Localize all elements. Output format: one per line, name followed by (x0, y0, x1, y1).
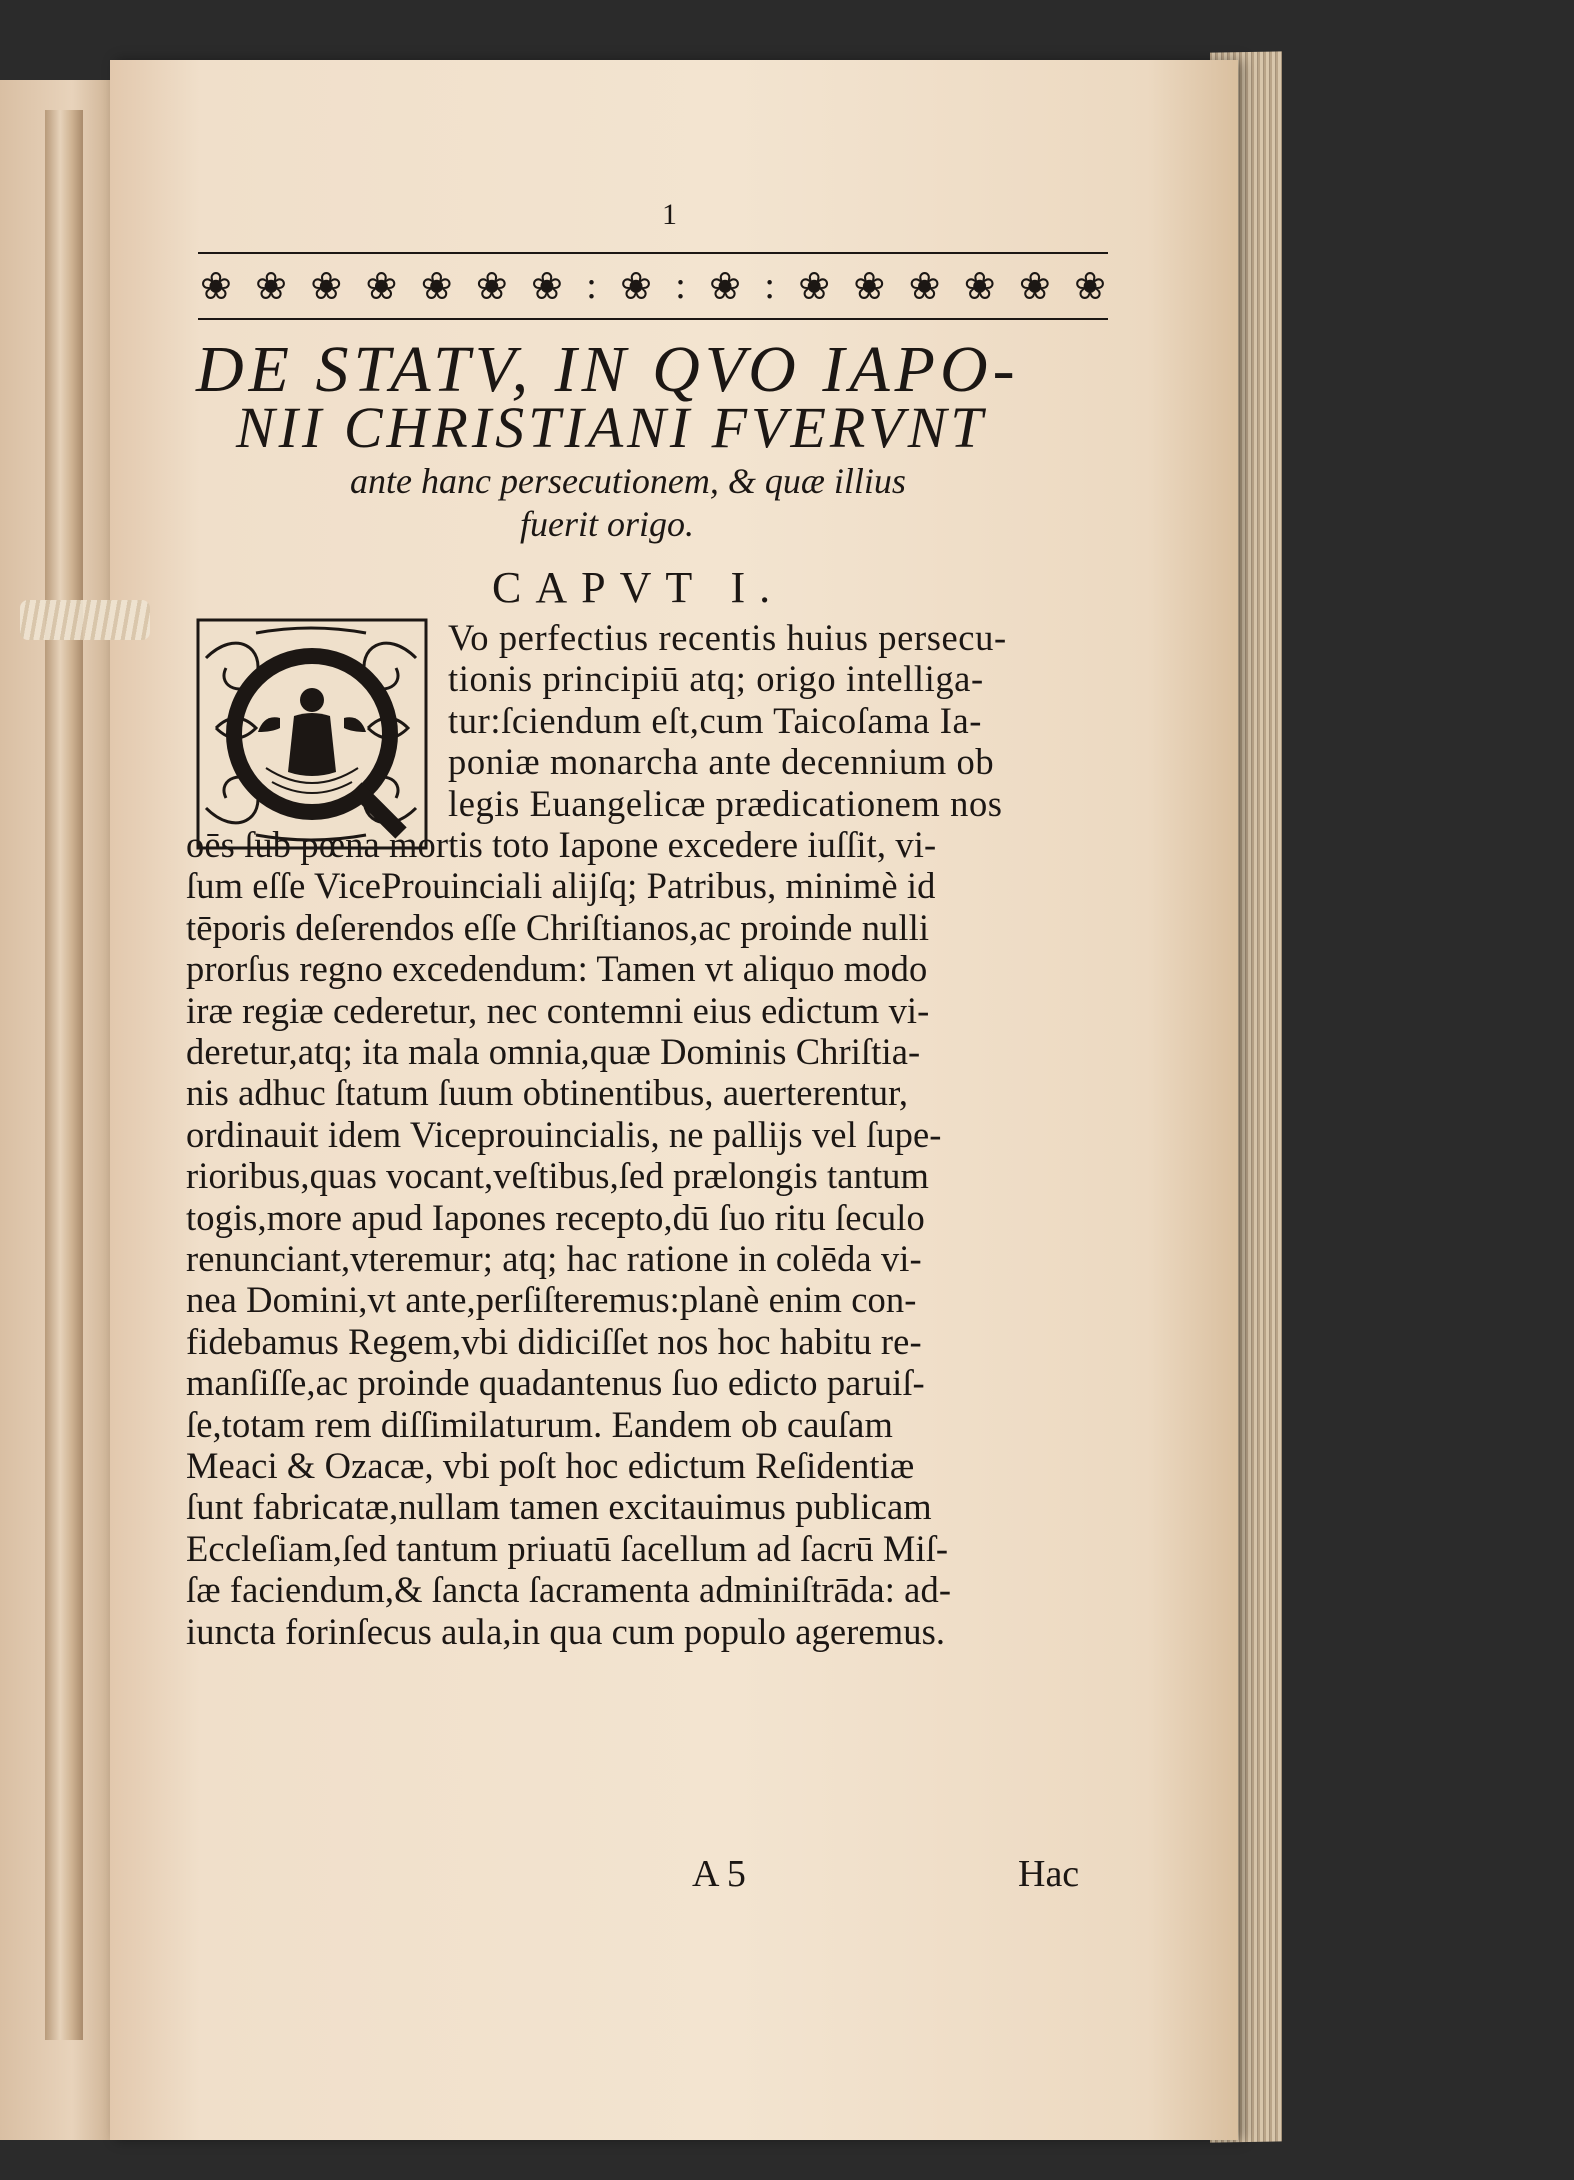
flower-ornament-icon: ❀ (908, 265, 941, 308)
text-line: fidebamus Regem,vbi didiciſſet nos hoc habitu re- (186, 1320, 922, 1362)
ornament-rule-bottom (198, 318, 1108, 320)
text-line: nis adhuc ſtatum ſuum obtinentibus, auerterentur, (186, 1072, 909, 1114)
text-line: poniæ monarcha ante decennium ob (448, 741, 995, 783)
subtitle-line-2: fuerit origo. (520, 504, 695, 544)
text-line: ſæ faciendum,& ſancta ſacramenta adminiſtrāda: ad- (186, 1569, 952, 1611)
text-line: Vo perfectius recentis huius persecu- (448, 617, 1007, 658)
text-line: ordinauit idem Viceprouincialis, ne pallijs vel ſupe- (186, 1113, 942, 1155)
text-line: Meaci & Ozacæ, vbi poſt hoc edictum Reſidentiæ (186, 1445, 915, 1486)
text-line: tionis principiū atq; origo intelliga- (448, 658, 984, 700)
text-line: ſum eſſe ViceProuinciali alijſq; Patribus, minimè id (186, 865, 936, 907)
text-line: manſiſſe,ac proinde quadantenus ſuo edicto paruiſ- (186, 1362, 925, 1404)
chapter-heading: CAPVT I. (492, 563, 785, 612)
catchword: Hac (1018, 1853, 1080, 1895)
flower-ornament-icon: ❀ (200, 265, 232, 308)
flower-ornament-icon: ❀ (1074, 265, 1106, 308)
flower-ornament-icon: ❀ (420, 265, 453, 308)
text-line: nea Domini,vt ante,perſiſteremus:planè enim con- (186, 1279, 917, 1321)
text-line: ſunt fabricatæ,nullam tamen excitauimus publicam (186, 1486, 932, 1528)
flower-ornament-icon: ❀ (310, 265, 343, 308)
flower-ornament-icon: ❀ (365, 265, 398, 308)
folio-number: 1 (662, 198, 677, 231)
ornament-separator: : (586, 265, 597, 307)
subtitle-line-1: ante hanc persecutionem, & quæ illius (350, 461, 906, 501)
flower-ornament-icon: ❀ (1018, 265, 1051, 308)
text-line: tur:ſciendum eſt,cum Taicoſama Ia- (448, 699, 983, 741)
decorated-initial-q (196, 618, 428, 850)
flower-ornament-icon: ❀ (475, 265, 508, 308)
signature-mark: A 5 (692, 1853, 746, 1895)
title-line-2: NII CHRISTIANI FVERVNT (236, 395, 987, 460)
text-line: renunciant,vteremur; atq; hac ratione in colēda vi- (186, 1238, 922, 1279)
text-line: legis Euangelicæ prædicationem nos (448, 782, 1003, 824)
ornament-separator: : (675, 265, 686, 307)
text-line: ſe,totam rem diſſimilaturum. Eandem ob cauſam (186, 1403, 893, 1445)
text-line: Eccleſiam,ſed tantum priuatū ſacellum ad ſacrū Miſ- (186, 1527, 949, 1569)
ornament-band (200, 262, 1106, 310)
text-line: rioribus,quas vocant,veſtibus,ſed prælongis tantum (186, 1155, 930, 1197)
text-line: oēs ſub pœna mortis toto Iapone excedere iuſſit, vi- (186, 824, 937, 865)
flower-ornament-icon: ❀ (531, 265, 563, 308)
flower-ornament-icon: ❀ (798, 265, 831, 308)
text-line: iræ regiæ cederetur, nec contemni eius edictum vi- (186, 989, 930, 1031)
flower-ornament-icon: ❀ (853, 265, 886, 308)
flower-ornament-icon: ❀ (255, 265, 288, 308)
title-line-1: DE STATV, IN QVO IAPO- (196, 333, 1020, 406)
ornament-rule-top (198, 252, 1108, 254)
flower-ornament-icon: ❀ (620, 265, 652, 308)
ornament-separator: : (764, 265, 775, 307)
text-line: tēporis deſerendos eſſe Chriſtianos,ac proinde nulli (186, 906, 930, 948)
text-line: prorſus regno excedendum: Tamen vt aliquo modo (186, 948, 928, 990)
binding-thread (20, 600, 150, 640)
text-line: togis,more apud Iapones recepto,dū ſuo ritu ſeculo (186, 1196, 925, 1238)
flower-ornament-icon: ❀ (709, 265, 741, 308)
text-line: iuncta forinſecus aula,in qua cum populo ageremus. (186, 1610, 946, 1652)
text-line: deretur,atq; ita mala omnia,quæ Dominis Chriſtia- (186, 1031, 921, 1072)
binding-gutter (45, 110, 83, 2040)
flower-ornament-icon: ❀ (963, 265, 996, 308)
